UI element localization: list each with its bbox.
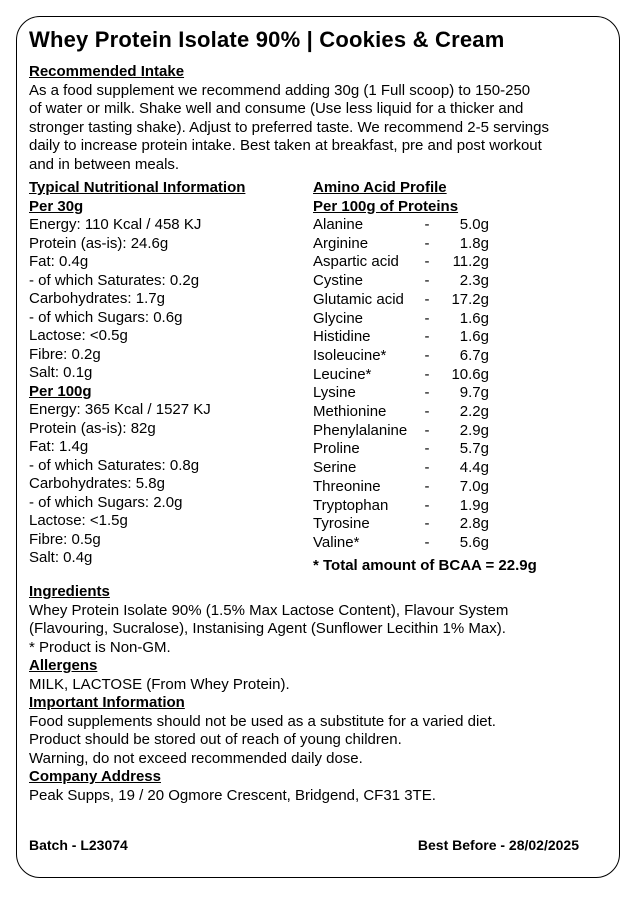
amino-value: 11.2g — [452, 253, 489, 271]
amino-row — [313, 422, 583, 441]
company-address-line: Peak Supps, 19 / 20 Ogmore Crescent, Bridgend, CF31 3TE. — [29, 786, 436, 804]
amino-dash: - — [424, 346, 430, 364]
per-30g-item: Lactose: <0.5g — [29, 327, 128, 344]
amino-value: 2.8g — [459, 515, 489, 533]
ingredients-line: (Flavouring, Sucralose), Instanising Agent (Sunflower Lecithin 1% Max). — [29, 620, 506, 637]
per-30g-item: Salt: 0.1g — [29, 364, 93, 381]
per-100g-item: - of which Sugars: 2.0g — [29, 493, 183, 511]
amino-name: Histidine — [313, 328, 371, 346]
important-info-line: Warning, do not exceed recommended daily dose. — [29, 749, 363, 767]
amino-value: 5.6g — [459, 533, 489, 551]
amino-value: 2.9g — [459, 421, 489, 439]
ingredients-line: * Product is Non-GM. — [29, 638, 171, 656]
amino-name: Lysine — [313, 384, 356, 402]
per-100g-item: Fat: 1.4g — [29, 438, 89, 455]
intake-line: stronger tasting shake). Adjust to preferred taste. We recommend 2-5 servings — [29, 118, 549, 136]
important-info-heading: Important Information — [29, 694, 185, 711]
product-label — [16, 16, 620, 878]
amino-dash: - — [424, 459, 430, 477]
amino-dash: - — [424, 533, 430, 551]
amino-subheading: Per 100g of Proteins — [313, 197, 459, 215]
amino-dash: - — [424, 253, 430, 271]
important-info-line: Product should be stored out of reach of young children. — [29, 731, 402, 748]
amino-name: Valine* — [313, 533, 360, 551]
best-before-date: Best Before - 28/02/2025 — [417, 837, 579, 853]
amino-row — [313, 515, 583, 534]
per-30g-item: Protein (as-is): 24.6g — [29, 234, 169, 252]
amino-value: 2.2g — [459, 403, 489, 421]
amino-value: 9.7g — [459, 384, 489, 402]
per-100g-item: Carbohydrates: 5.8g — [29, 475, 165, 492]
amino-dash: - — [424, 496, 430, 514]
amino-name: Alanine — [313, 216, 364, 233]
ingredients-line: Whey Protein Isolate 90% (1.5% Max Lactose Content), Flavour System — [29, 601, 509, 619]
amino-dash: - — [424, 384, 430, 402]
batch-number: Batch - L23074 — [29, 837, 128, 853]
amino-name: Tyrosine — [313, 515, 370, 533]
amino-name: Threonine — [313, 477, 381, 495]
amino-name: Tryptophan — [313, 496, 389, 514]
lower-sections — [29, 583, 609, 805]
amino-row — [313, 347, 583, 366]
amino-name: Aspartic acid — [313, 253, 399, 271]
amino-dash: - — [424, 272, 430, 290]
intake-line: of water or milk. Shake well and consume (Use less liquid for a thicker and — [29, 100, 524, 117]
per-100g-heading: Per 100g — [29, 382, 92, 400]
amino-table — [313, 216, 583, 553]
amino-value: 1.6g — [459, 328, 489, 346]
per-30g-item: Fat: 0.4g — [29, 253, 89, 270]
per-100g-item: Lactose: <1.5g — [29, 512, 128, 529]
company-address-heading: Company Address — [29, 768, 161, 785]
per-100g-item: Fibre: 0.5g — [29, 530, 101, 548]
amino-row — [313, 216, 583, 235]
amino-value: 1.9g — [459, 496, 489, 514]
amino-value: 10.6g — [451, 365, 489, 383]
amino-name: Glutamic acid — [313, 290, 404, 308]
per-30g-item: - of which Saturates: 0.2g — [29, 271, 200, 289]
amino-name: Isoleucine* — [313, 346, 387, 364]
allergens-heading: Allergens — [29, 657, 98, 674]
amino-row — [313, 253, 583, 272]
recommended-intake-section — [29, 63, 589, 174]
amino-row — [313, 291, 583, 310]
amino-row — [313, 328, 583, 347]
allergens-line: MILK, LACTOSE (From Whey Protein). — [29, 675, 290, 693]
amino-dash: - — [424, 216, 430, 233]
amino-row — [313, 384, 583, 403]
label-footer — [29, 837, 579, 853]
amino-value: 7.0g — [459, 477, 489, 495]
amino-value: 2.3g — [459, 272, 489, 290]
intake-line: and in between meals. — [29, 155, 180, 173]
amino-row — [313, 366, 583, 385]
per-100g-item: Protein (as-is): 82g — [29, 419, 156, 437]
per-30g-heading: Per 30g — [29, 197, 84, 215]
per-100g-item: Energy: 365 Kcal / 1527 KJ — [29, 401, 211, 418]
per-100g-item: - of which Saturates: 0.8g — [29, 456, 200, 474]
per-30g-item: - of which Sugars: 0.6g — [29, 308, 183, 326]
intake-line: As a food supplement we recommend adding 30g (1 Full scoop) to 150-250 — [29, 81, 531, 99]
important-info-line: Food supplements should not be used as a substitute for a varied diet. — [29, 712, 496, 730]
amino-value: 4.4g — [459, 459, 489, 477]
per-30g-item: Carbohydrates: 1.7g — [29, 290, 165, 307]
amino-value: 5.7g — [459, 440, 489, 458]
amino-name: Glycine — [313, 309, 364, 327]
amino-name: Cystine — [313, 272, 364, 290]
amino-name: Arginine — [313, 234, 369, 252]
amino-row — [313, 440, 583, 459]
amino-dash: - — [424, 290, 430, 308]
product-title: Whey Protein Isolate 90% | Cookies & Cream — [29, 27, 505, 52]
nutrition-heading: Typical Nutritional Information — [29, 179, 246, 196]
amino-value: 6.7g — [459, 346, 489, 364]
amino-row — [313, 235, 583, 254]
intake-heading: Recommended Intake — [29, 63, 185, 80]
amino-dash: - — [424, 440, 430, 458]
per-30g-item: Fibre: 0.2g — [29, 345, 101, 363]
amino-dash: - — [424, 421, 430, 439]
amino-value: 1.8g — [459, 234, 489, 252]
amino-dash: - — [424, 365, 430, 383]
amino-row — [313, 310, 583, 329]
amino-name: Phenylalanine — [313, 421, 408, 439]
nutrition-section — [29, 179, 304, 568]
amino-name: Serine — [313, 459, 357, 477]
amino-dash: - — [424, 477, 430, 495]
amino-value: 1.6g — [459, 309, 489, 327]
amino-dash: - — [424, 403, 430, 421]
amino-heading: Amino Acid Profile — [313, 179, 447, 196]
amino-row — [313, 534, 583, 553]
amino-row — [313, 459, 583, 478]
amino-name: Methionine — [313, 403, 387, 421]
intake-line: daily to increase protein intake. Best taken at breakfast, pre and post workout — [29, 137, 542, 154]
amino-row — [313, 403, 583, 422]
amino-value: 5.0g — [459, 216, 489, 233]
amino-name: Leucine* — [313, 365, 372, 383]
amino-value: 17.2g — [451, 290, 489, 308]
amino-name: Proline — [313, 440, 360, 458]
per-100g-item: Salt: 0.4g — [29, 549, 93, 566]
amino-dash: - — [424, 328, 430, 346]
amino-dash: - — [424, 309, 430, 327]
per-30g-item: Energy: 110 Kcal / 458 KJ — [29, 216, 202, 233]
amino-dash: - — [424, 515, 430, 533]
ingredients-heading: Ingredients — [29, 583, 110, 600]
amino-row — [313, 272, 583, 291]
amino-row — [313, 478, 583, 497]
amino-dash: - — [424, 234, 430, 252]
amino-acid-section — [313, 179, 583, 575]
bcaa-total: * Total amount of BCAA = 22.9g — [313, 556, 537, 574]
amino-row — [313, 497, 583, 516]
